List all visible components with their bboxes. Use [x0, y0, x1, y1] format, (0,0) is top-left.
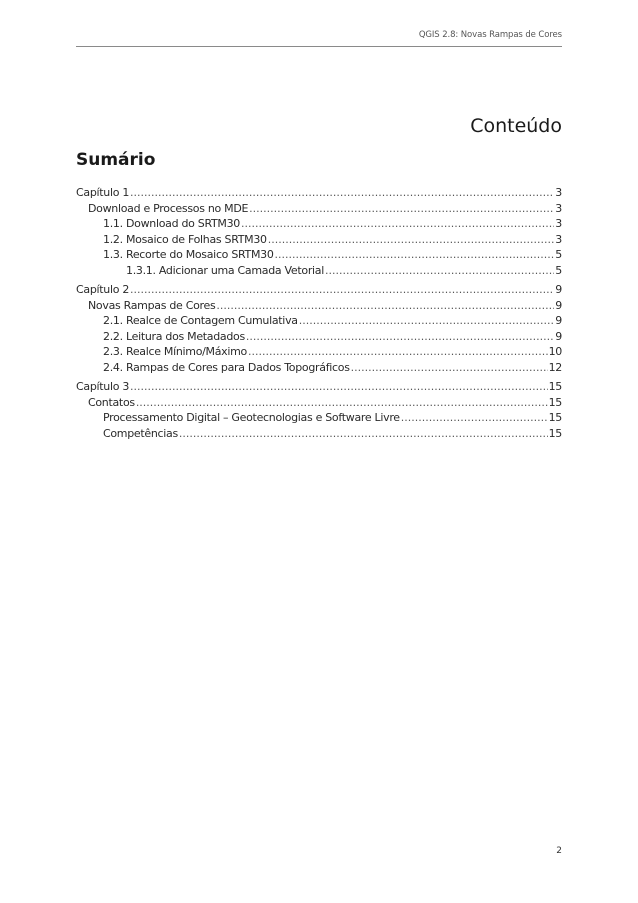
toc-entry-page: 5 — [555, 248, 562, 261]
toc-entry-competencias[interactable] — [76, 426, 562, 442]
toc-entry-novas-rampas[interactable] — [76, 298, 562, 314]
toc-entry-page: 9 — [555, 283, 562, 296]
toc-entry-title: 1.1. Download do SRTM30 — [103, 217, 241, 230]
toc-entry-page: 12 — [548, 360, 562, 374]
toc-entry-page: 9 — [555, 329, 562, 343]
toc-entry-chapter-2[interactable] — [76, 282, 562, 298]
toc-entry-title: Capítulo 2 — [76, 283, 130, 296]
running-header: QGIS 2.8: Novas Rampas de Cores — [418, 30, 562, 40]
toc-entry-chapter-3[interactable] — [76, 379, 562, 395]
toc-entry-chapter-1[interactable] — [76, 185, 562, 201]
toc-entry-title: 1.3. Recorte do Mosaico SRTM30 — [103, 248, 274, 261]
toc-entry-2-4[interactable] — [76, 360, 562, 376]
dot-leader — [241, 216, 554, 232]
toc-entry-title: Capítulo 1 — [76, 186, 130, 199]
toc-entry-title: 1.3.1. Adicionar uma Camada Vetorial — [126, 263, 324, 277]
dot-leader — [401, 410, 548, 426]
dot-leader — [136, 395, 548, 411]
header-divider — [76, 46, 562, 47]
toc-group-chapter-1 — [76, 185, 562, 278]
dot-leader — [268, 232, 555, 248]
toc-entry-title: Download e Processos no MDE — [88, 201, 249, 215]
dot-leader — [216, 298, 554, 314]
toc-heading: Sumário — [76, 150, 156, 170]
toc-entry-page: 9 — [555, 298, 562, 312]
toc-entry-page: 3 — [555, 201, 562, 215]
toc-entry-page: 15 — [548, 411, 562, 424]
toc-entry-1-3-1[interactable] — [76, 263, 562, 279]
dot-leader — [325, 263, 554, 279]
dot-leader — [248, 344, 548, 360]
dot-leader — [130, 185, 554, 201]
toc-entry-page: 15 — [548, 395, 562, 409]
toc-entry-title: 2.3. Realce Mínimo/Máximo — [103, 345, 247, 358]
document-title: Conteúdo — [470, 115, 562, 137]
toc-entry-page: 3 — [555, 232, 562, 246]
toc-entry-page: 9 — [555, 314, 562, 327]
dot-leader — [351, 360, 548, 376]
toc-entry-page: 15 — [548, 380, 562, 393]
toc-entry-title: Capítulo 3 — [76, 380, 130, 393]
toc-entry-title: Competências — [103, 426, 178, 440]
toc-entry-title: Processamento Digital – Geotecnologias e Software Livre — [103, 411, 400, 424]
toc-entry-title: 2.4. Rampas de Cores para Dados Topográficos — [103, 360, 350, 374]
dot-leader — [130, 282, 554, 298]
page-number: 2 — [556, 846, 562, 856]
toc-entry-page: 10 — [548, 345, 562, 358]
table-of-contents — [76, 185, 562, 445]
toc-entry-page: 3 — [555, 217, 562, 230]
dot-leader — [246, 329, 554, 345]
toc-entry-processamento-digital[interactable] — [76, 410, 562, 426]
toc-entry-title: 2.2. Leitura dos Metadados — [103, 329, 245, 343]
toc-entry-2-3[interactable] — [76, 344, 562, 360]
toc-entry-title: 1.2. Mosaico de Folhas SRTM30 — [103, 232, 267, 246]
toc-entry-2-2[interactable] — [76, 329, 562, 345]
toc-entry-page: 15 — [548, 426, 562, 440]
toc-entry-page: 5 — [555, 263, 562, 277]
toc-entry-title: 2.1. Realce de Contagem Cumulativa — [103, 314, 298, 327]
toc-entry-download-processos[interactable] — [76, 201, 562, 217]
toc-entry-2-1[interactable] — [76, 313, 562, 329]
toc-entry-page: 3 — [555, 186, 562, 199]
dot-leader — [179, 426, 548, 442]
toc-entry-1-2[interactable] — [76, 232, 562, 248]
toc-entry-title: Contatos — [88, 395, 135, 409]
toc-entry-1-1[interactable] — [76, 216, 562, 232]
dot-leader — [130, 379, 548, 395]
toc-entry-1-3[interactable] — [76, 247, 562, 263]
dot-leader — [249, 201, 554, 217]
toc-entry-contatos[interactable] — [76, 395, 562, 411]
dot-leader — [299, 313, 555, 329]
toc-entry-title: Novas Rampas de Cores — [88, 298, 216, 312]
toc-group-chapter-2 — [76, 282, 562, 375]
toc-group-chapter-3 — [76, 379, 562, 441]
dot-leader — [275, 247, 555, 263]
